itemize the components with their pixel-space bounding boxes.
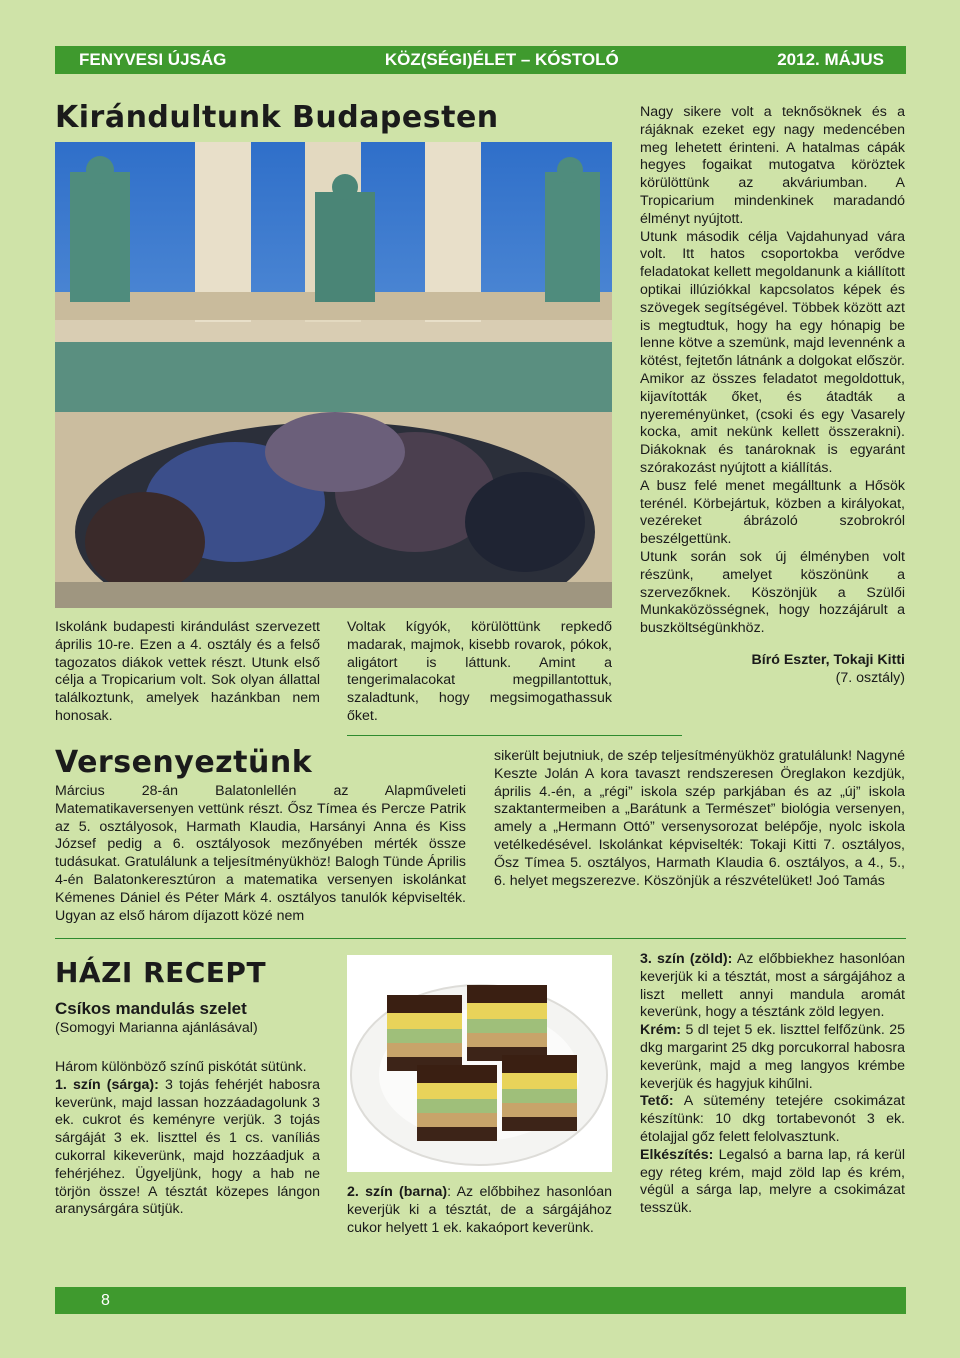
trip-col3-p2: Utunk második célja Vajdahunyad vára volt. Itt hatos csoportokba verődve feladatokat kellett megoldanunk a kiállított optikai illúziókkal kapcsolatos képek és szövegek segítségével. Többek között azt is megtudtuk, hogy ha egy hónapig be lenne kötve a szemünk, majd levennénk a kötést, fejtetőn látnánk a dolgokat először. Amikor az összes feladatot megoldottuk, kijavították őket, és átadták a nyereményünket, (csoki és egy Vasarely kocka, amit nekünk kellett összerakni). Diákoknak és tanároknak is egyaránt szórakozást nyújtott a kiállítás.: [640, 228, 905, 476]
recipe-credit: (Somogyi Marianna ajánlásával): [55, 1020, 258, 1036]
page-number: 8: [101, 1291, 110, 1309]
header-bar: [55, 46, 906, 74]
divider-2: [55, 938, 906, 939]
recipe-subtitle: Csíkos mandulás szelet: [55, 999, 247, 1018]
recipe-step3-text: Az előbbiekhez hasonlóan keverjük ki a tésztát, most a sárgájához a liszt mellett annyi mandula aromát keverünk, hogy a tésztánk zöld legyen.: [640, 951, 905, 1021]
recipe-col1: [55, 1059, 320, 1219]
recipe-step1: [55, 1077, 320, 1219]
compete-left: Március 28-án Balatonlellén az Alapműveleti Matematikaversenyen vettünk részt. Ősz Tímea és Percze Patrik az 5. osztályosok, Harmath Klaudia, Harsányi Anna és Kiss József pedig a 6. osztályosok mezőnyében mérték össze tudásukat. Gratulálunk a teljesítményükhöz! Balogh Tünde Április 4-én Balatonkeresztúron a matematika versenyen iskolánkat Kémenes Dániel és Péter Márk 4. osztályos tanulók képviselték. Ugyan az első három díjazott közé nem: [55, 783, 466, 924]
header-section: KÖZ(SÉGI)ÉLET – KÓSTOLÓ: [384, 50, 619, 69]
recipe-step3-label: 3. szín (zöld):: [640, 951, 733, 967]
recipe-top: [640, 1093, 905, 1146]
trip-col1: Iskolánk budapesti kirándulást szervezett április 10-re. Ezen a 4. osztály és a felső tagozatos diákok vettek részt. Utunk első célja a Tropicarium volt. Sok olyan állattal találkoztunk, amelyek hazánkban nem honosak.: [55, 619, 320, 724]
recipe-cream: [640, 1022, 905, 1093]
recipe-intro: Három különböző színű piskótát sütünk.: [55, 1059, 307, 1075]
recipe-title: HÁZI RECEPT: [55, 956, 267, 989]
recipe-step1-text: 3 tojás fehérjét habosra keverünk, majd lassan hozzáadagolunk 3 ek. cukrot és keményre verjük. 3 tojás sárgáját 3 ek. liszttel és 1 cs. vaníliás cukorral kikeverünk, majd hozzáadjuk a fehérjéhez. Ügyeljünk, hogy a hab ne törjön össze! A tésztát közepes lángon aranysárgára sütjük.: [55, 1076, 321, 1218]
recipe-cream-label: Krém:: [640, 1022, 681, 1039]
header-date: 2012. MÁJUS: [777, 50, 884, 69]
trip-col3-p4: Utunk során sok új élményben volt részünk, amelyet köszönünk a szervezőknek. Köszönjük a Szülői Munkaközösségnek, hogy hozzájárult a buszköltségünkhöz.: [640, 548, 905, 637]
recipe-step3: [640, 951, 905, 1022]
recipe-step2: [347, 1184, 612, 1237]
trip-col2: Voltak kígyók, körülöttünk repkedő madarak, majmok, kisebb rovarok, pókok, aligátort is láttunk. Amint a tengerimalacokat megpillantottuk, szaladtunk, hogy megsimogathassuk őket.: [347, 619, 612, 724]
compete-title: Versenyeztünk: [55, 745, 313, 780]
recipe-step2-text: : Az előbbihez hasonlóan keverjük ki a tésztát, de a sárgájához cukor helyett 1 ek. kakaóport keverünk.: [347, 1184, 612, 1236]
compete-right: sikerült bejutniuk, de szép teljesítményükhöz gratulálunk! Nagyné Keszte Jolán A kora tavaszt rendszeresen Öreglakon kezdjük, április 4.-én, a „régi” iskola szép parkjában és az „új” iskola szaktantermeiben a „Barátunk a Természet” biológia versenyen, amely a „Hermann Ottó” versenysorozat belépője, nyolc iskola vetélkedésével. Iskolánkat képviselték: Tokaji Kitti 7. osztályos, Ősz Tímea 5. osztályos, Harmath Klaudia 6. osztályos, a 4., 5., 6. helyet megszerezve. Köszönjük a részvételüket! Joó Tamás: [494, 748, 905, 889]
footer-bar: [55, 1287, 906, 1314]
recipe-col3: [640, 951, 905, 1218]
cake-photo: [347, 955, 612, 1172]
trip-col3: [640, 104, 905, 688]
trip-title: Kirándultunk Budapesten: [55, 100, 499, 135]
trip-col3-p1: Nagy sikere volt a teknősöknek és a rájáknak ezeket egy nagy medencében meg lehetett érinteni. A hatalmas cápák hegyes fogaikat mutogatva köröztek körülöttünk az akváriumban. A Tropicarium mindenkinek maradandó élményt nyújtott.: [640, 104, 905, 227]
recipe-cream-text: 5 dl tejet 5 ek. liszttel felfőzünk. 25 dkg margarint 25 dkg porcukorral habosra keverünk, majd a meg langyos krémbe keverjük és hagyjuk kihűlni.: [640, 1022, 905, 1092]
recipe-top-label: Tető:: [640, 1093, 674, 1110]
trip-col3-p3: A busz felé menet megálltunk a Hősök terénél. Körbejártuk, közben a királyokat, vezéreket ábrázoló szobrokról beszélgettünk.: [640, 477, 905, 548]
recipe-prep-text: Legalsó a barna lap, rá kerül egy réteg krém, majd zöld lap és krém, végül a sárga lap, melyre a csokimázat tesszük.: [640, 1146, 905, 1217]
recipe-step1-label: 1. szín (sárga):: [55, 1076, 159, 1093]
group-photo: [55, 142, 612, 608]
divider-1: [347, 735, 682, 736]
recipe-step2-label: 2. szín (barna): [347, 1184, 448, 1200]
recipe-prep: [640, 1147, 905, 1218]
header-publication: FENYVESI ÚJSÁG: [79, 50, 227, 69]
trip-author-class: (7. osztály): [835, 669, 905, 686]
trip-author: Bíró Eszter, Tokaji Kitti: [751, 651, 905, 668]
recipe-top-text: A sütemény tetejére csokimázat készítünk: 10 dkg tortabevonót 3 ek. étolajjal gőz felett felolvasztunk.: [640, 1093, 905, 1145]
recipe-col2: [347, 1184, 612, 1237]
recipe-prep-label: Elkészítés:: [640, 1146, 714, 1163]
